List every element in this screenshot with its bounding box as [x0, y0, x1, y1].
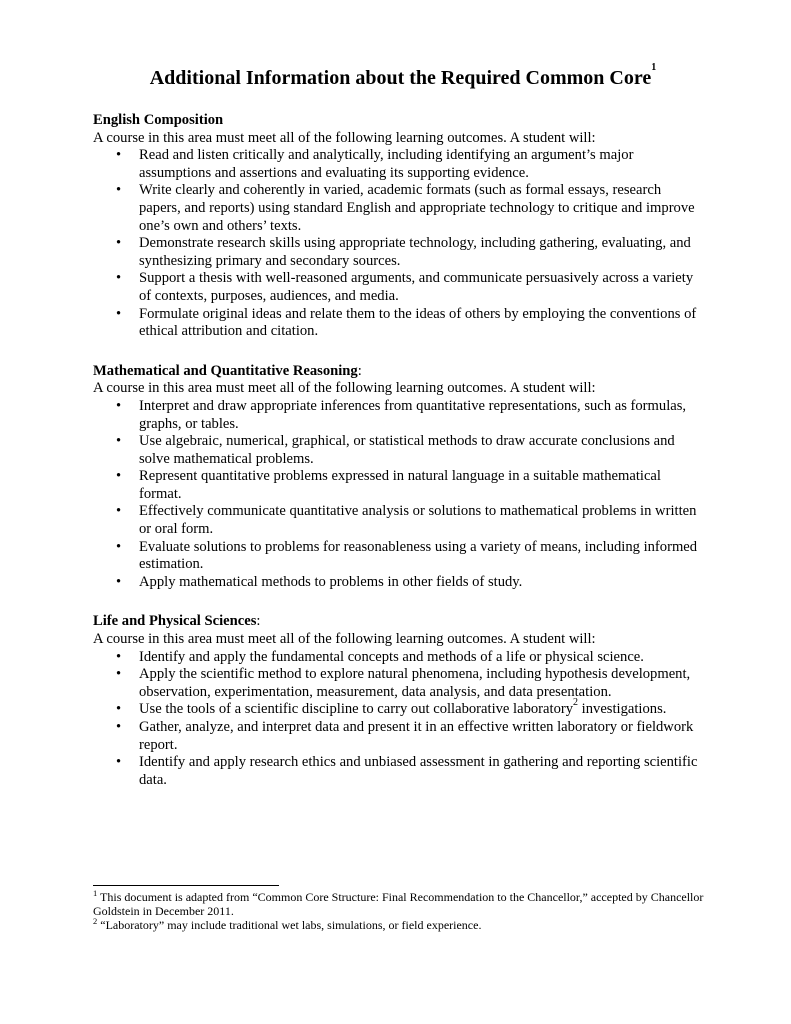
- footnotes: [93, 885, 705, 932]
- outcome-list: [93, 147, 705, 341]
- footnote-2: $^2$ “Laboratory” may include traditional wet labs, simulations, or field experience.: [93, 916, 482, 932]
- footnote-1: $^1$ This document is adapted from “Common Core Structure: Final Recommendation to the Chancellor,” accepted by Chancellor Goldstein in December 2011.: [93, 888, 704, 918]
- list-item: • Gather, analyze, and interpret data and present it in an effective written laboratory or fieldwork report.: [93, 719, 705, 754]
- list-item: • Evaluate solutions to problems for reasonableness using a variety of means, including informed estimation.: [93, 539, 705, 574]
- section-intro: A course in this area must meet all of the following learning outcomes. A student will:: [93, 380, 596, 397]
- outcome-list: [93, 398, 705, 592]
- title-footnote-ref: 1: [651, 62, 657, 73]
- list-item: • Identify and apply the fundamental concepts and methods of a life or physical science.: [93, 649, 705, 667]
- list-item: • Effectively communicate quantitative analysis or solutions to mathematical problems in written or oral form.: [93, 503, 705, 538]
- list-item: • Use the tools of a scientific discipline to carry out collaborative laboratory$^2$ investigations.: [93, 701, 705, 719]
- section-heading: English Composition: [93, 112, 224, 128]
- section-mathematical-reasoning: [93, 363, 705, 592]
- list-item: • Formulate original ideas and relate them to the ideas of others by employing the conventions of ethical attribution and citation.: [93, 306, 705, 341]
- outcome-list: [93, 649, 705, 790]
- list-item: • Write clearly and coherently in varied, academic formats (such as formal essays, research papers, and reports) using standard English and appropriate technology to critique and improve one’s own and others’ texts.: [93, 182, 705, 235]
- list-item: • Read and listen critically and analytically, including identifying an argument’s major assumptions and assertions and evaluating its supporting evidence.: [93, 147, 705, 182]
- list-item: • Identify and apply research ethics and unbiased assessment in gathering and reporting scientific data.: [93, 754, 705, 789]
- section-intro: A course in this area must meet all of the following learning outcomes. A student will:: [93, 631, 596, 648]
- section-english-composition: [93, 112, 705, 341]
- list-item: • Demonstrate research skills using appropriate technology, including gathering, evaluating, and synthesizing primary and secondary sources.: [93, 235, 705, 270]
- section-heading: Life and Physical Sciences:: [93, 613, 261, 630]
- list-item: • Support a thesis with well-reasoned arguments, and communicate persuasively across a variety of contexts, purposes, audiences, and media.: [93, 270, 705, 305]
- section-life-physical-sciences: [93, 613, 705, 789]
- list-item: • Represent quantitative problems expressed in natural language in a suitable mathematical format.: [93, 468, 705, 503]
- document-page: [93, 62, 705, 789]
- footnote-ref: 2: [573, 697, 579, 709]
- list-item: • Interpret and draw appropriate inferences from quantitative representations, such as formulas, graphs, or tables.: [93, 398, 705, 433]
- section-intro: A course in this area must meet all of the following learning outcomes. A student will:: [93, 129, 596, 146]
- page-title: [93, 62, 705, 90]
- title-text: Additional Information about the Required Common Core: [149, 67, 652, 89]
- section-heading: Mathematical and Quantitative Reasoning:: [93, 362, 362, 379]
- list-item: • Apply the scientific method to explore natural phenomena, including hypothesis development, observation, experimentation, measurement, data analysis, and data presentation.: [93, 666, 705, 701]
- list-item: • Apply mathematical methods to problems in other fields of study.: [93, 574, 705, 592]
- list-item: • Use algebraic, numerical, graphical, or statistical methods to draw accurate conclusions and solve mathematical problems.: [93, 433, 705, 468]
- footnote-divider: [93, 885, 279, 886]
